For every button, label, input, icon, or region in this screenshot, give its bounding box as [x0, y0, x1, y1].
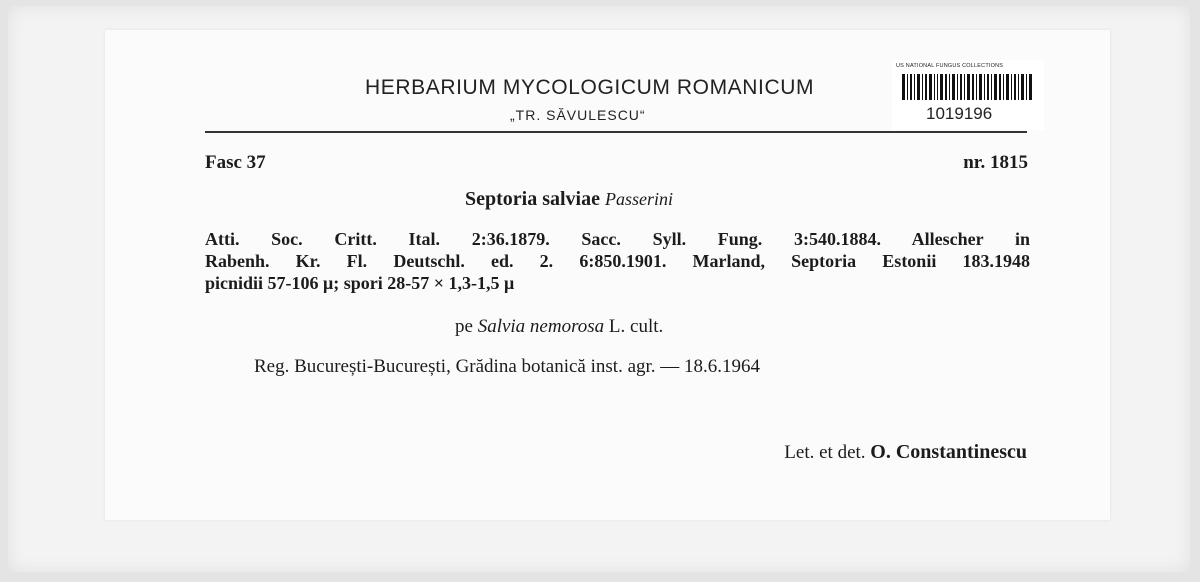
legit-prefix: Let. et det. [784, 442, 866, 463]
species-author: Passerini [605, 189, 674, 209]
collector-line [784, 441, 1027, 464]
header-divider [205, 131, 1027, 133]
barcode-caption: US NATIONAL FUNGUS COLLECTIONS [896, 63, 1004, 69]
host-prefix: pe [455, 316, 473, 337]
reference-line: Atti. Soc. Critt. Ital. 2:36.1879. Sacc. Syll. Fung. 3:540.1884. Allescher in [205, 229, 1030, 249]
collector-name: O. Constantinescu [870, 441, 1027, 463]
collection-locality: Reg. București-București, Grădina botanică inst. agr. — 18.6.1964 [254, 356, 761, 377]
specimen-number: nr. 1815 [963, 152, 1028, 173]
literature-references [205, 228, 1030, 294]
spore-measurements: picnidii 57-106 μ; spori 28-57 × 1,3-1,5 μ [205, 273, 515, 293]
host-suffix: L. cult. [608, 316, 664, 337]
fascicle-number: Fasc 37 [205, 152, 266, 173]
barcode-icon [902, 74, 1032, 100]
herbarium-subtitle: „TR. SĂVULESCU“ [510, 107, 646, 123]
species-line [465, 188, 673, 211]
herbarium-title: HERBARIUM MYCOLOGICUM ROMANICUM [365, 76, 815, 99]
reference-line: Rabenh. Kr. Fl. Deutschl. ed. 2. 6:850.1901. Marland, Septoria Estonii 183.1948 [205, 251, 1030, 271]
host-line [455, 316, 663, 338]
barcode-sticker [892, 60, 1044, 130]
barcode-number: 1019196 [926, 104, 993, 123]
species-name: Septoria salviae [465, 188, 600, 210]
host-species: Salvia nemorosa [477, 316, 605, 337]
